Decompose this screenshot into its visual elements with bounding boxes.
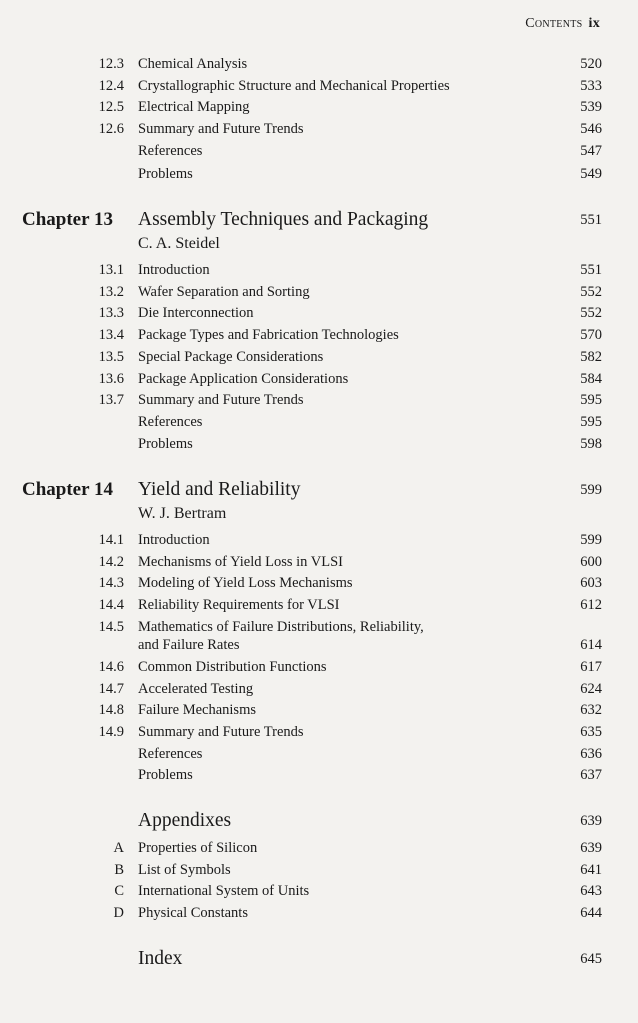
section-number: 12.4 [98, 78, 124, 94]
toc-entry [0, 412, 638, 432]
section-number: 13.3 [98, 305, 124, 321]
appendix-page: 643 [580, 883, 602, 899]
section-page: 547 [580, 143, 602, 159]
section-page: 533 [580, 78, 602, 94]
section-page: 552 [580, 284, 602, 300]
section-title: Introduction [138, 532, 210, 548]
toc-entry [0, 860, 638, 880]
toc-entry [0, 838, 638, 858]
section-number: 14.7 [98, 681, 124, 697]
toc-entry [0, 347, 638, 367]
section-title: Special Package Considerations [138, 349, 324, 365]
section-page: 614 [580, 637, 602, 653]
section-title: Chemical Analysis [138, 56, 248, 72]
toc-entry [0, 282, 638, 302]
chapter-author: W. J. Bertram [138, 505, 227, 522]
appendix-title: International System of Units [138, 883, 310, 899]
section-number: 13.6 [98, 371, 124, 387]
chapter-label: Chapter 14 [22, 479, 113, 500]
section-page: 551 [580, 262, 602, 278]
section-page: 599 [580, 532, 602, 548]
toc-entry [0, 164, 638, 184]
section-title: Problems [138, 166, 193, 182]
section-page: 570 [580, 327, 602, 343]
section-page: 637 [580, 767, 602, 783]
section-number: 14.2 [98, 554, 124, 570]
section-page: 603 [580, 575, 602, 591]
appendix-title: Physical Constants [138, 905, 248, 921]
section-number: 14.1 [98, 532, 124, 548]
section-title: Crystallographic Structure and Mechanical Properties [138, 78, 450, 94]
toc-entry [0, 260, 638, 280]
section-number: 13.4 [98, 327, 124, 343]
toc-entry [0, 369, 638, 389]
section-title: Problems [138, 436, 193, 452]
section-number: 12.3 [98, 56, 124, 72]
section-page: 520 [580, 56, 602, 72]
section-number: 13.2 [98, 284, 124, 300]
appendix-letter: B [114, 862, 124, 878]
toc-entry [0, 573, 638, 593]
section-title: Mathematics of Failure Distributions, Reliability, [138, 619, 424, 635]
appendix-page: 644 [580, 905, 602, 921]
toc-entry [0, 434, 638, 454]
section-title: Electrical Mapping [138, 99, 250, 115]
section-page: 546 [580, 121, 602, 137]
toc-entry [0, 552, 638, 572]
appendix-letter: C [114, 883, 124, 899]
section-page: 552 [580, 305, 602, 321]
section-title: Summary and Future Trends [138, 121, 304, 137]
chapter-page: 599 [580, 482, 602, 498]
chapter-label: Chapter 13 [22, 209, 113, 230]
section-number: 14.4 [98, 597, 124, 613]
chapter-title: Yield and Reliability [138, 479, 301, 500]
section-number: 13.1 [98, 262, 124, 278]
section-page: 612 [580, 597, 602, 613]
toc-entry [0, 635, 638, 655]
toc-entry [0, 325, 638, 345]
section-title: Reliability Requirements for VLSI [138, 597, 340, 613]
toc-entry [0, 903, 638, 923]
appendix-title: Properties of Silicon [138, 840, 258, 856]
toc-entry [0, 617, 638, 637]
section-number: 14.3 [98, 575, 124, 591]
toc-entry [0, 595, 638, 615]
toc-entry [0, 700, 638, 720]
toc-entry [0, 54, 638, 74]
chapter-title: Assembly Techniques and Packaging [138, 209, 429, 230]
section-title: Failure Mechanisms [138, 702, 256, 718]
index-title: Index [138, 948, 183, 969]
section-page: 584 [580, 371, 602, 387]
appendix-title: List of Symbols [138, 862, 231, 878]
section-number: 12.5 [98, 99, 124, 115]
appendix-letter: D [113, 905, 124, 921]
section-title: Summary and Future Trends [138, 724, 304, 740]
section-title: References [138, 143, 203, 159]
toc-entry [0, 141, 638, 161]
section-title: Problems [138, 767, 193, 783]
section-title: Common Distribution Functions [138, 659, 327, 675]
index-page: 645 [580, 951, 602, 967]
section-page: 632 [580, 702, 602, 718]
header-page-number: ix [588, 16, 600, 31]
section-page: 635 [580, 724, 602, 740]
index-heading [0, 946, 638, 972]
toc-entry [0, 722, 638, 742]
chapter-heading [0, 477, 638, 503]
chapter-author: C. A. Steidel [138, 235, 220, 252]
section-title: Mechanisms of Yield Loss in VLSI [138, 554, 344, 570]
appendix-page: 641 [580, 862, 602, 878]
toc-entry [0, 390, 638, 410]
section-page: 636 [580, 746, 602, 762]
toc-entry [0, 76, 638, 96]
section-title: References [138, 414, 203, 430]
section-title: Package Application Considerations [138, 371, 349, 387]
section-page: 600 [580, 554, 602, 570]
header-title: Contents [525, 16, 583, 31]
section-title: Accelerated Testing [138, 681, 254, 697]
appendixes-page: 639 [580, 813, 602, 829]
toc-entry [0, 657, 638, 677]
section-page: 549 [580, 166, 602, 182]
section-page: 595 [580, 414, 602, 430]
section-page: 624 [580, 681, 602, 697]
chapter-page: 551 [580, 212, 602, 228]
appendixes-title: Appendixes [138, 810, 232, 831]
chapter-heading [0, 207, 638, 233]
section-number: 13.5 [98, 349, 124, 365]
section-title: Wafer Separation and Sorting [138, 284, 310, 300]
section-page: 539 [580, 99, 602, 115]
appendix-letter: A [113, 840, 124, 856]
section-title: Introduction [138, 262, 210, 278]
section-title: References [138, 746, 203, 762]
toc-entry [0, 119, 638, 139]
toc-entry [0, 530, 638, 550]
toc-entry [0, 881, 638, 901]
section-page: 617 [580, 659, 602, 675]
section-page: 598 [580, 436, 602, 452]
section-number: 14.9 [98, 724, 124, 740]
section-page: 595 [580, 392, 602, 408]
section-number: 13.7 [98, 392, 124, 408]
section-number: 14.8 [98, 702, 124, 718]
section-title: and Failure Rates [138, 637, 240, 653]
section-title: Die Interconnection [138, 305, 254, 321]
toc-entry [0, 765, 638, 785]
section-title: Modeling of Yield Loss Mechanisms [138, 575, 353, 591]
section-title: Summary and Future Trends [138, 392, 304, 408]
toc-entry [0, 744, 638, 764]
toc-entry [0, 679, 638, 699]
appendix-page: 639 [580, 840, 602, 856]
appendixes-heading [0, 808, 638, 834]
section-number: 12.6 [98, 121, 124, 137]
section-number: 14.5 [98, 619, 124, 635]
toc-entry [0, 303, 638, 323]
running-header [525, 16, 600, 32]
section-number: 14.6 [98, 659, 124, 675]
section-page: 582 [580, 349, 602, 365]
section-title: Package Types and Fabrication Technologies [138, 327, 399, 343]
toc-entry [0, 97, 638, 117]
